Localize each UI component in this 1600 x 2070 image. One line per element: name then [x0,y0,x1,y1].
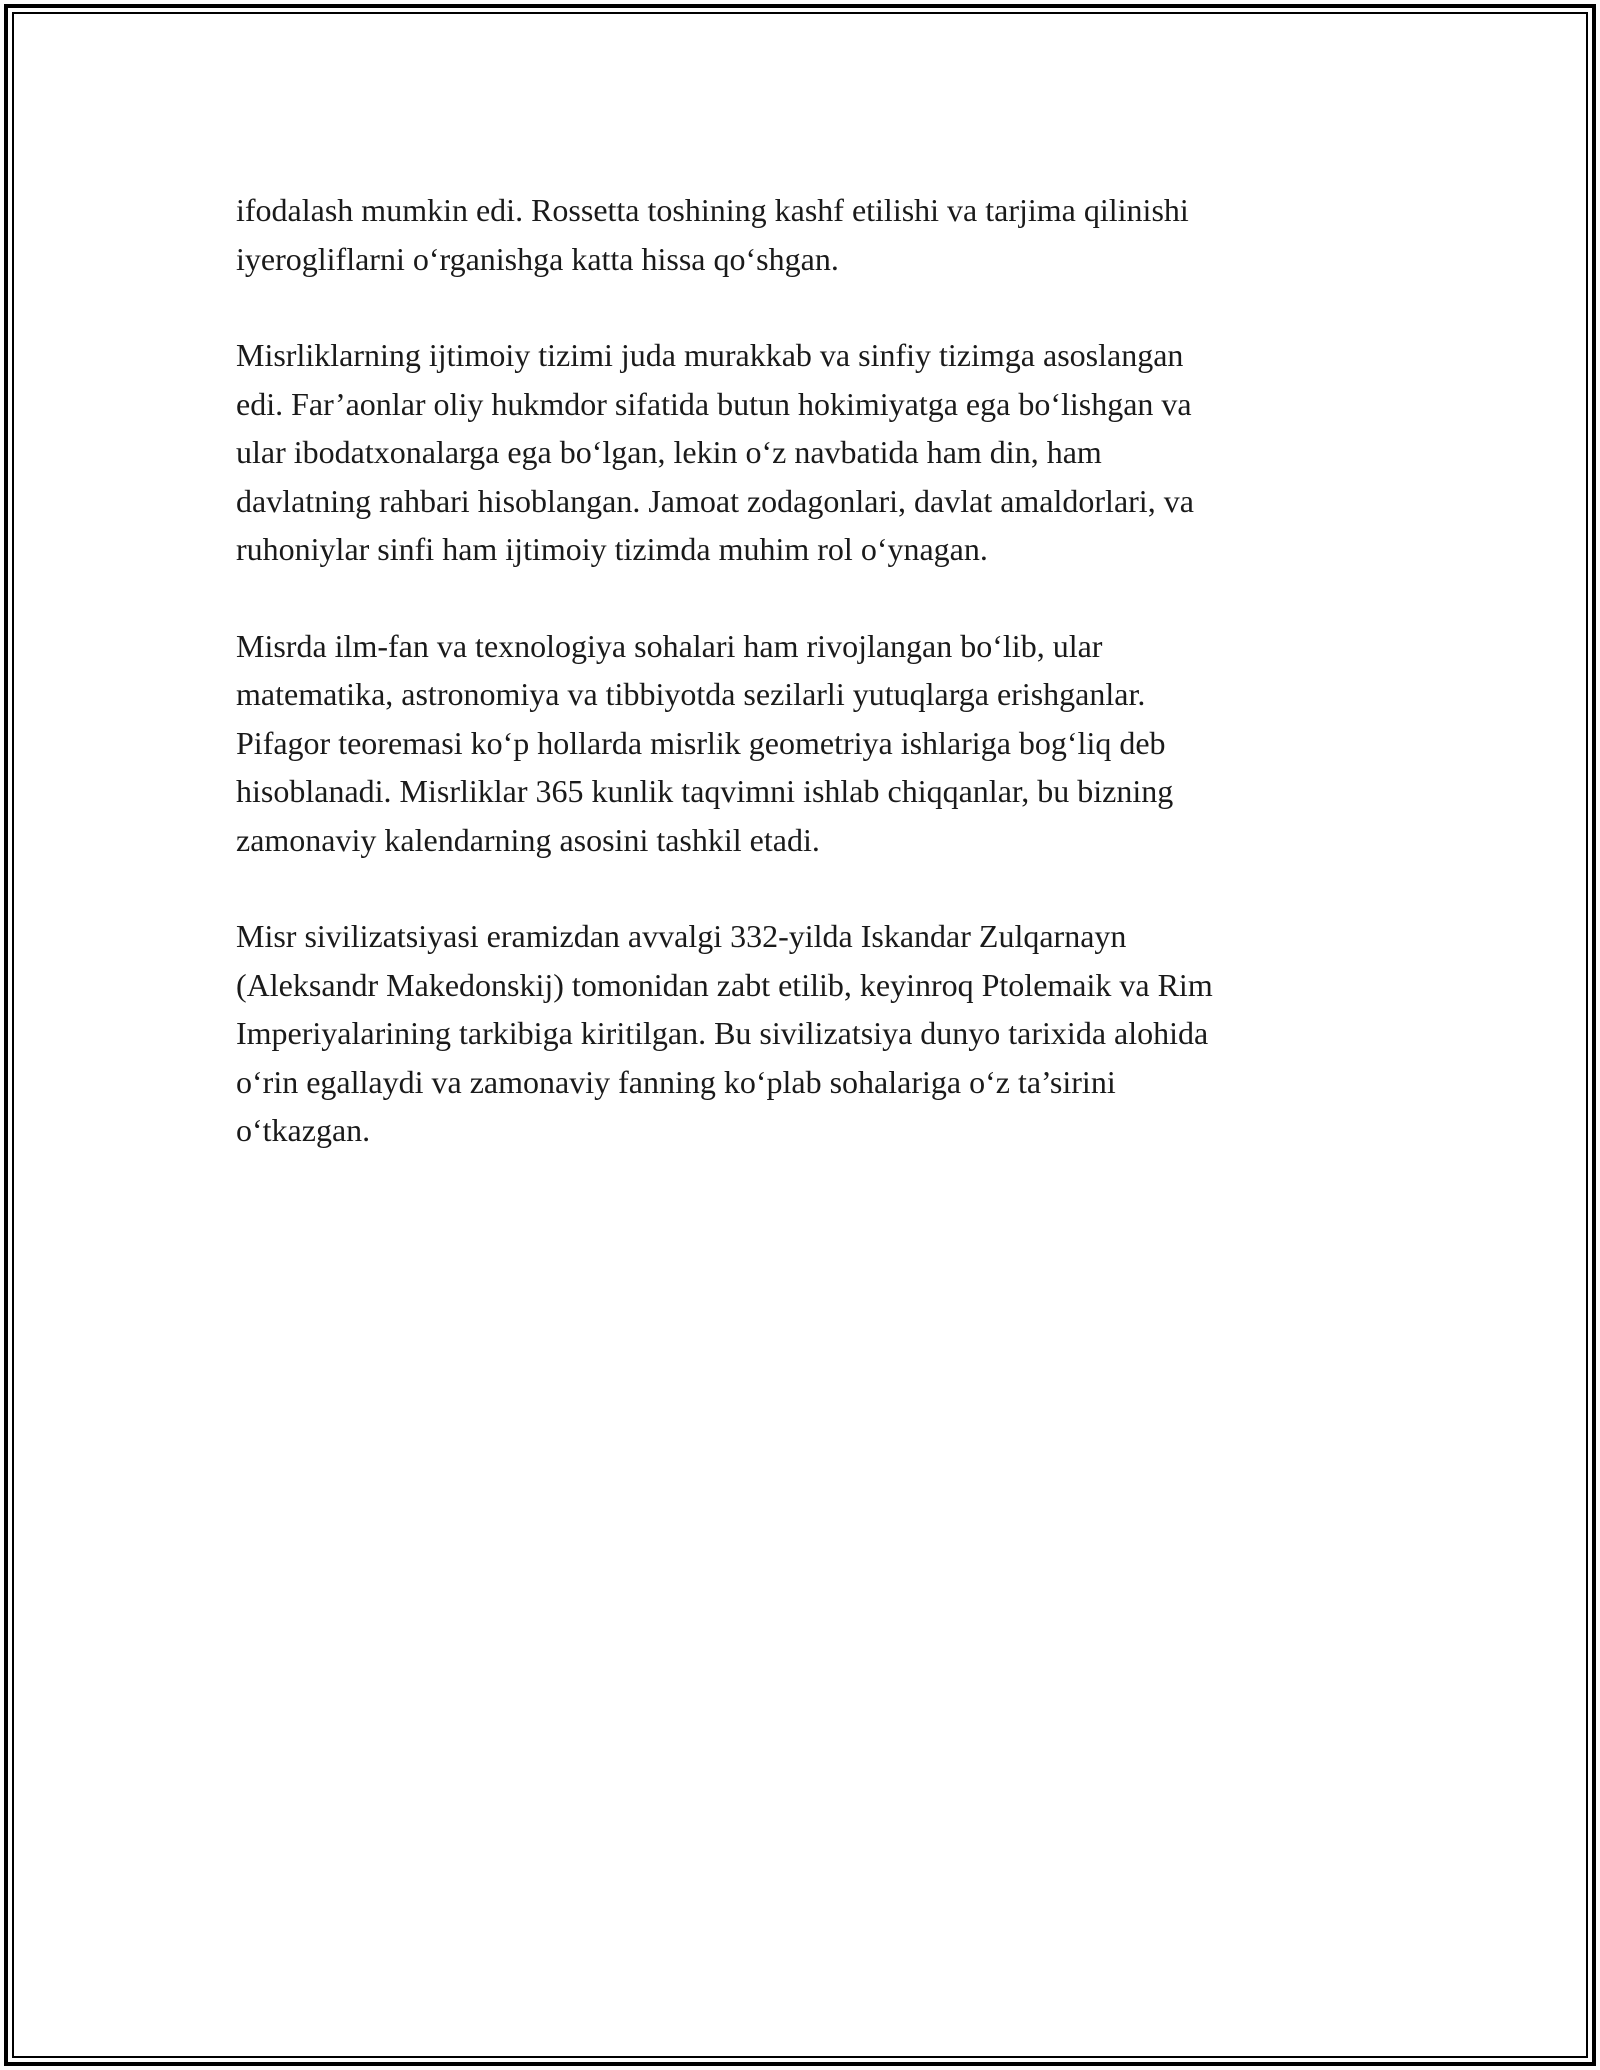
paragraph-conquest: Misr sivilizatsiyasi eramizdan avvalgi 332-yilda Iskandar Zulqarnayn (Aleksandr Makedonskij) tomonidan zabt etilib, keyinroq Ptolemaik va Rim Imperiyalarining tarkibiga kiritilgan. Bu sivilizatsiya dunyo tarixida alohida o‘rin egallaydi va zamonaviy fanning ko‘plab sohalariga o‘z ta’sirini o‘tkazgan. [236,918,1213,1148]
paragraph-science-technology: Misrda ilm-fan va texnologiya sohalari ham rivojlangan bo‘lib, ular matematika, astronomiya va tibbiyotda sezilarli yutuqlarga erishganlar. Pifagor teoremasi ko‘p hollarda misrlik geometriya ishlariga bog‘liq deb hisoblanadi. Misrliklar 365 kunlik taqvimni ishlab chiqqanlar, bu bizning zamonaviy kalendarning asosini tashkil etadi. [236,627,1174,858]
paragraph-social-system: Misrliklarning ijtimoiy tizimi juda murakkab va sinfiy tizimga asoslangan edi. Far’aonlar oliy hukmdor sifatida butun hokimiyatga ega bo‘lishgan va ular ibodatxonalarga ega bo‘lgan, lekin o‘z navbatida ham din, ham davlatning rahbari hisoblangan. Jamoat zodagonlari, davlat amaldorlari, va ruhoniylar sinfi ham ijtimoiy tizimda muhim rol o‘ynagan. [236,337,1194,567]
document-body [236,186,1376,1203]
paragraph-rosetta-stone: ifodalash mumkin edi. Rossetta toshining kashf etilishi va tarjima qilinishi iyerogliflarni o‘rganishga katta hissa qo‘shgan. [236,192,1189,277]
